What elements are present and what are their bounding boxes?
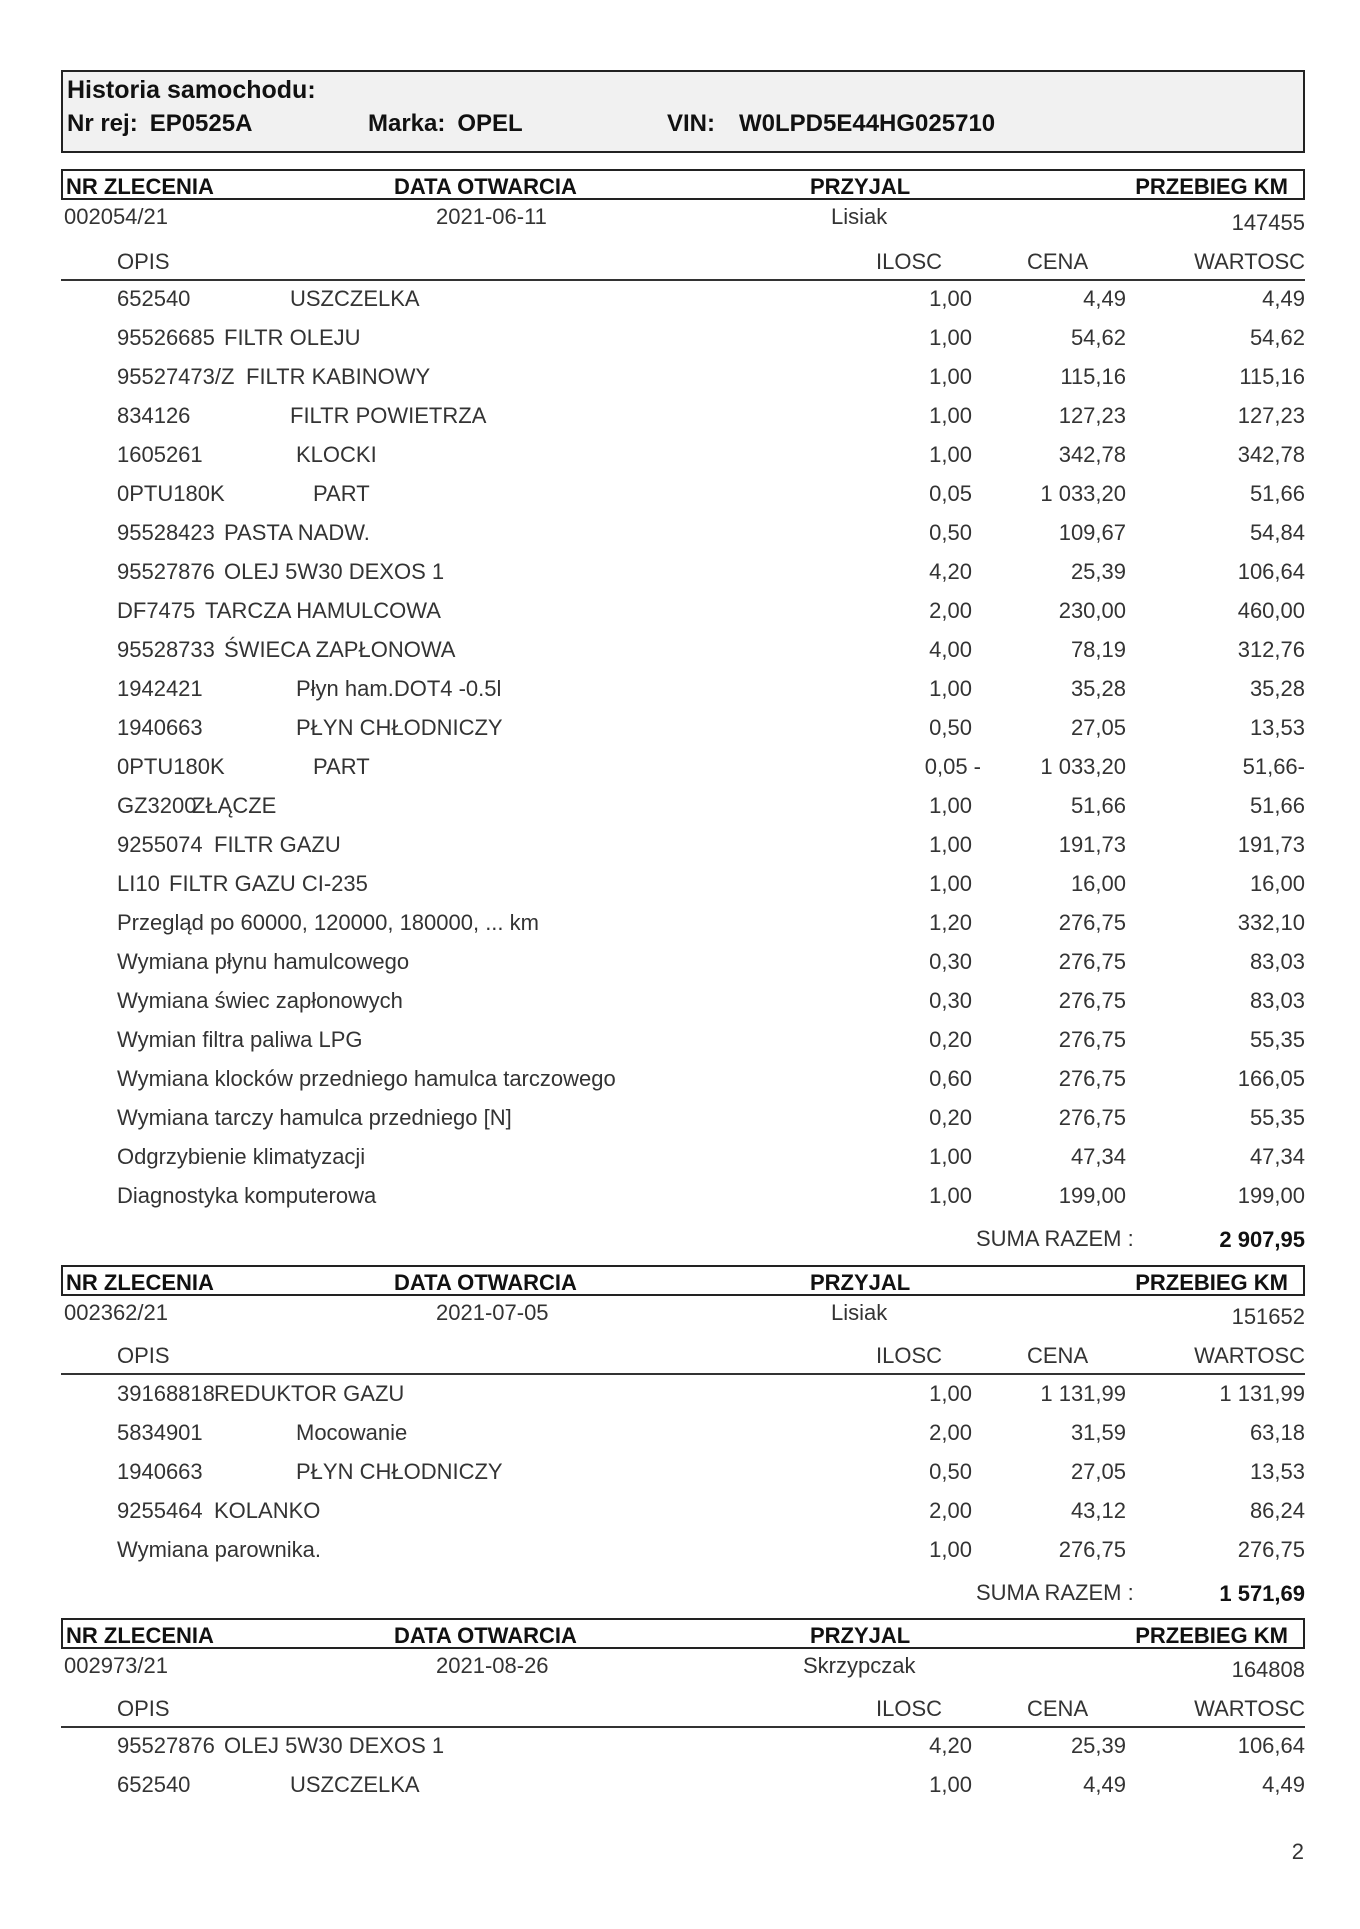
item-code: 0PTU180K xyxy=(117,481,225,506)
item-price: 199,00 xyxy=(1058,1183,1126,1208)
item-quantity: 1,00 xyxy=(929,676,972,701)
item-value: 51,66 xyxy=(1249,793,1305,818)
item-value: 13,53 xyxy=(1249,1459,1305,1484)
item-quantity: 0,50 xyxy=(929,715,972,740)
item-name: PŁYN CHŁODNICZY xyxy=(296,715,503,740)
item-price: 31,59 xyxy=(1070,1420,1126,1445)
item-code: 9255464 xyxy=(117,1498,203,1523)
item-quantity: 1,00 xyxy=(929,403,972,428)
item-value: 83,03 xyxy=(1249,949,1305,974)
item-name: Mocowanie xyxy=(296,1420,408,1445)
open-date-label: DATA OTWARCIA xyxy=(394,174,577,199)
item-price: 35,28 xyxy=(1070,676,1126,701)
item-row xyxy=(61,520,1305,559)
car-history-header xyxy=(61,70,1305,153)
item-name: FILTR KABINOWY xyxy=(246,364,431,389)
item-row xyxy=(61,598,1305,637)
description-column: OPIS xyxy=(117,1343,170,1368)
item-price: 27,05 xyxy=(1070,1459,1126,1484)
item-code: 95528423 xyxy=(117,520,215,545)
item-value: 166,05 xyxy=(1237,1066,1305,1091)
price-column: CENA xyxy=(1027,1343,1089,1368)
item-price: 276,75 xyxy=(1058,1105,1126,1130)
open-date-label: DATA OTWARCIA xyxy=(394,1623,577,1648)
item-price: 27,05 xyxy=(1070,715,1126,740)
item-quantity: 1,00 xyxy=(929,1772,972,1797)
item-quantity: 4,20 xyxy=(929,1733,972,1758)
mileage: 151652 xyxy=(1231,1304,1305,1329)
registration-label: Nr rej: xyxy=(67,110,138,137)
item-code: 39168818 xyxy=(117,1381,215,1406)
make-value: OPEL xyxy=(457,110,523,137)
item-quantity: 2,00 xyxy=(929,598,972,623)
make-label: Marka: xyxy=(368,110,446,137)
items-column-headers xyxy=(61,1340,1305,1375)
item-name: Przegląd po 60000, 120000, 180000, ... km xyxy=(117,910,539,935)
item-row xyxy=(61,1381,1305,1420)
item-name: PART xyxy=(313,481,370,506)
quantity-column: ILOSC xyxy=(876,1343,943,1368)
item-quantity: 2,00 xyxy=(929,1420,972,1445)
item-row xyxy=(61,286,1305,325)
item-value: 63,18 xyxy=(1249,1420,1305,1445)
item-value: 342,78 xyxy=(1237,442,1305,467)
item-name: Wymiana płynu hamulcowego xyxy=(117,949,410,974)
item-value: 54,62 xyxy=(1249,325,1305,350)
price-column: CENA xyxy=(1027,249,1089,274)
item-name: Wymian filtra paliwa LPG xyxy=(117,1027,363,1052)
item-row xyxy=(61,949,1305,988)
item-name: Wymiana tarczy hamulca przedniego [N] xyxy=(117,1105,512,1130)
item-row xyxy=(61,1498,1305,1537)
item-quantity: 0,30 xyxy=(929,949,972,974)
order-header xyxy=(61,169,1305,200)
item-price: 4,49 xyxy=(1083,1772,1126,1797)
item-quantity: 1,00 xyxy=(929,1183,972,1208)
item-value: 312,76 xyxy=(1237,637,1305,662)
item-name: PASTA NADW. xyxy=(224,520,370,545)
item-value: 199,00 xyxy=(1237,1183,1305,1208)
item-code: 652540 xyxy=(117,1772,191,1797)
item-code: 95527876 xyxy=(117,559,215,584)
item-name: FILTR GAZU CI-235 xyxy=(169,871,368,896)
item-name: ZŁĄCZE xyxy=(192,793,277,818)
item-quantity: 1,20 xyxy=(929,910,972,935)
item-quantity: 1,00 xyxy=(929,1144,972,1169)
price-column: CENA xyxy=(1027,1696,1089,1721)
item-row xyxy=(61,1105,1305,1144)
open-date-label: DATA OTWARCIA xyxy=(394,1270,577,1295)
item-name: FILTR POWIETRZA xyxy=(290,403,487,428)
received-by-label: PRZYJAL xyxy=(810,174,911,199)
item-code: LI10 xyxy=(117,871,160,896)
item-name: USZCZELKA xyxy=(290,1772,420,1797)
item-row xyxy=(61,988,1305,1027)
item-name: Wymiana świec zapłonowych xyxy=(117,988,403,1013)
description-column: OPIS xyxy=(117,1696,170,1721)
item-price: 43,12 xyxy=(1070,1498,1126,1523)
received-by: Lisiak xyxy=(831,204,888,229)
item-row xyxy=(61,403,1305,442)
item-row xyxy=(61,793,1305,832)
item-quantity: 1,00 xyxy=(929,832,972,857)
item-value: 1 131,99 xyxy=(1219,1381,1305,1406)
item-price: 276,75 xyxy=(1058,1537,1126,1562)
registration xyxy=(67,110,252,138)
vin-value: W0LPD5E44HG025710 xyxy=(739,110,996,137)
vin-label: VIN: xyxy=(667,110,715,137)
mileage-label: PRZEBIEG KM xyxy=(1135,174,1288,199)
item-quantity: 1,00 xyxy=(929,325,972,350)
item-price: 276,75 xyxy=(1058,1027,1126,1052)
item-code: GZ3200 xyxy=(117,793,197,818)
item-value: 4,49 xyxy=(1262,286,1305,311)
item-row xyxy=(61,1420,1305,1459)
value-column: WARTOSC xyxy=(1194,1343,1305,1368)
item-row xyxy=(61,559,1305,598)
item-quantity: 1,00 xyxy=(929,793,972,818)
sum-total: 1 571,69 xyxy=(1219,1581,1305,1606)
item-price: 1 131,99 xyxy=(1040,1381,1126,1406)
items-column-headers xyxy=(61,1693,1305,1728)
item-value: 127,23 xyxy=(1237,403,1305,428)
item-code: 95526685 xyxy=(117,325,215,350)
sum-label: SUMA RAZEM : xyxy=(976,1226,1134,1251)
item-code: 95527473/Z xyxy=(117,364,235,389)
item-name: USZCZELKA xyxy=(290,286,420,311)
item-code: 652540 xyxy=(117,286,191,311)
item-name: KLOCKI xyxy=(296,442,377,467)
item-name: FILTR GAZU xyxy=(214,832,341,857)
received-by-label: PRZYJAL xyxy=(810,1270,911,1295)
item-row xyxy=(61,364,1305,403)
registration-value: EP0525A xyxy=(149,110,253,137)
item-row xyxy=(61,676,1305,715)
make xyxy=(368,110,523,138)
item-quantity: 1,00 xyxy=(929,1537,972,1562)
item-name: OLEJ 5W30 DEXOS 1 xyxy=(224,559,445,584)
item-name: Odgrzybienie klimatyzacji xyxy=(117,1144,366,1169)
open-date: 2021-06-11 xyxy=(436,204,547,229)
order-header xyxy=(61,1618,1305,1649)
value-column: WARTOSC xyxy=(1194,1696,1305,1721)
item-row xyxy=(61,1066,1305,1105)
item-row xyxy=(61,715,1305,754)
order-number-label: NR ZLECENIA xyxy=(66,1270,214,1295)
mileage: 147455 xyxy=(1231,210,1305,235)
item-name: ŚWIECA ZAPŁONOWA xyxy=(224,637,456,662)
item-value: 115,16 xyxy=(1239,364,1305,389)
item-value: 332,10 xyxy=(1237,910,1305,935)
item-value: 16,00 xyxy=(1249,871,1305,896)
item-row xyxy=(61,871,1305,910)
item-quantity: 4,00 xyxy=(929,637,972,662)
received-by: Skrzypczak xyxy=(803,1653,916,1678)
vin xyxy=(667,110,995,138)
item-quantity: 2,00 xyxy=(929,1498,972,1523)
item-code: 1940663 xyxy=(117,1459,203,1484)
item-code: 1942421 xyxy=(117,676,203,701)
page-number: 2 xyxy=(1291,1839,1304,1864)
item-price: 276,75 xyxy=(1058,1066,1126,1091)
item-quantity: 1,00 xyxy=(929,364,972,389)
item-name: Wymiana klocków przedniego hamulca tarczowego xyxy=(117,1066,616,1091)
received-by-label: PRZYJAL xyxy=(810,1623,911,1648)
item-name: Płyn ham.DOT4 -0.5l xyxy=(296,676,502,701)
quantity-column: ILOSC xyxy=(876,249,943,274)
item-quantity: 0,60 xyxy=(929,1066,972,1091)
item-price: 16,00 xyxy=(1070,871,1126,896)
order-number-label: NR ZLECENIA xyxy=(66,174,214,199)
item-price: 78,19 xyxy=(1070,637,1126,662)
item-value: 35,28 xyxy=(1249,676,1305,701)
item-value: 276,75 xyxy=(1237,1537,1305,1562)
item-price: 25,39 xyxy=(1070,1733,1126,1758)
item-quantity: 1,00 xyxy=(929,1381,972,1406)
item-quantity: 1,00 xyxy=(929,286,972,311)
item-name: TARCZA HAMULCOWA xyxy=(205,598,441,623)
item-quantity: 0,05 xyxy=(929,481,972,506)
description-column: OPIS xyxy=(117,249,170,274)
item-row xyxy=(61,481,1305,520)
item-code: 1605261 xyxy=(117,442,203,467)
item-quantity: 0,30 xyxy=(929,988,972,1013)
item-row xyxy=(61,1027,1305,1066)
item-row xyxy=(61,637,1305,676)
mileage-label: PRZEBIEG KM xyxy=(1135,1623,1288,1648)
item-value: 4,49 xyxy=(1262,1772,1305,1797)
item-value: 13,53 xyxy=(1249,715,1305,740)
item-row xyxy=(61,1772,1305,1811)
item-code: 95527876 xyxy=(117,1733,215,1758)
item-code: 5834901 xyxy=(117,1420,203,1445)
item-price: 4,49 xyxy=(1083,286,1126,311)
item-price: 51,66 xyxy=(1070,793,1126,818)
item-code: 9255074 xyxy=(117,832,203,857)
item-name: REDUKTOR GAZU xyxy=(214,1381,405,1406)
item-name: Diagnostyka komputerowa xyxy=(117,1183,377,1208)
item-price: 54,62 xyxy=(1070,325,1126,350)
item-value: 47,34 xyxy=(1249,1144,1305,1169)
item-value: 106,64 xyxy=(1237,1733,1305,1758)
item-name: PART xyxy=(313,754,370,779)
item-code: 834126 xyxy=(117,403,191,428)
item-name: Wymiana parownika. xyxy=(117,1537,321,1562)
item-code: 95528733 xyxy=(117,637,215,662)
item-code: 1940663 xyxy=(117,715,203,740)
item-quantity: 0,50 xyxy=(929,1459,972,1484)
order-header xyxy=(61,1265,1305,1296)
item-price: 276,75 xyxy=(1058,949,1126,974)
item-price: 230,00 xyxy=(1058,598,1126,623)
items-column-headers xyxy=(61,246,1305,281)
item-code: DF7475 xyxy=(117,598,196,623)
item-value: 460,00 xyxy=(1237,598,1305,623)
item-value: 51,66- xyxy=(1242,754,1305,779)
item-price: 1 033,20 xyxy=(1040,481,1126,506)
mileage-label: PRZEBIEG KM xyxy=(1135,1270,1288,1295)
open-date: 2021-07-05 xyxy=(436,1300,549,1325)
item-price: 1 033,20 xyxy=(1040,754,1126,779)
item-name: PŁYN CHŁODNICZY xyxy=(296,1459,503,1484)
item-row xyxy=(61,442,1305,481)
item-quantity: 1,00 xyxy=(929,442,972,467)
item-quantity: 0,50 xyxy=(929,520,972,545)
received-by: Lisiak xyxy=(831,1300,888,1325)
item-row xyxy=(61,1144,1305,1183)
order-number: 002973/21 xyxy=(64,1653,168,1678)
item-row xyxy=(61,1183,1305,1222)
item-value: 55,35 xyxy=(1249,1027,1305,1052)
item-name: FILTR OLEJU xyxy=(224,325,361,350)
item-row xyxy=(61,832,1305,871)
item-price: 127,23 xyxy=(1058,403,1126,428)
item-quantity: 4,20 xyxy=(929,559,972,584)
order-number-label: NR ZLECENIA xyxy=(66,1623,214,1648)
item-row xyxy=(61,1733,1305,1772)
mileage: 164808 xyxy=(1231,1657,1305,1682)
item-row xyxy=(61,754,1305,793)
item-price: 342,78 xyxy=(1058,442,1126,467)
item-quantity: 0,05 - xyxy=(924,754,981,779)
item-row xyxy=(61,1537,1305,1576)
item-value: 51,66 xyxy=(1249,481,1305,506)
quantity-column: ILOSC xyxy=(876,1696,943,1721)
sum-label: SUMA RAZEM : xyxy=(976,1580,1134,1605)
item-price: 25,39 xyxy=(1070,559,1126,584)
order-number: 002362/21 xyxy=(64,1300,168,1325)
item-quantity: 0,20 xyxy=(929,1027,972,1052)
item-value: 55,35 xyxy=(1249,1105,1305,1130)
item-code: 0PTU180K xyxy=(117,754,225,779)
item-price: 109,67 xyxy=(1058,520,1126,545)
item-row xyxy=(61,910,1305,949)
item-price: 276,75 xyxy=(1058,988,1126,1013)
document-title: Historia samochodu: xyxy=(67,76,316,104)
item-value: 106,64 xyxy=(1237,559,1305,584)
item-value: 54,84 xyxy=(1249,520,1305,545)
item-quantity: 1,00 xyxy=(929,871,972,896)
item-name: KOLANKO xyxy=(214,1498,321,1523)
item-row xyxy=(61,325,1305,364)
item-quantity: 0,20 xyxy=(929,1105,972,1130)
open-date: 2021-08-26 xyxy=(436,1653,549,1678)
item-name: OLEJ 5W30 DEXOS 1 xyxy=(224,1733,445,1758)
item-price: 115,16 xyxy=(1060,364,1126,389)
item-price: 47,34 xyxy=(1070,1144,1126,1169)
item-value: 191,73 xyxy=(1237,832,1305,857)
item-value: 86,24 xyxy=(1249,1498,1305,1523)
order-number: 002054/21 xyxy=(64,204,168,229)
item-price: 276,75 xyxy=(1058,910,1126,935)
item-value: 83,03 xyxy=(1249,988,1305,1013)
item-price: 191,73 xyxy=(1058,832,1126,857)
sum-total: 2 907,95 xyxy=(1219,1227,1305,1252)
item-row xyxy=(61,1459,1305,1498)
value-column: WARTOSC xyxy=(1194,249,1305,274)
